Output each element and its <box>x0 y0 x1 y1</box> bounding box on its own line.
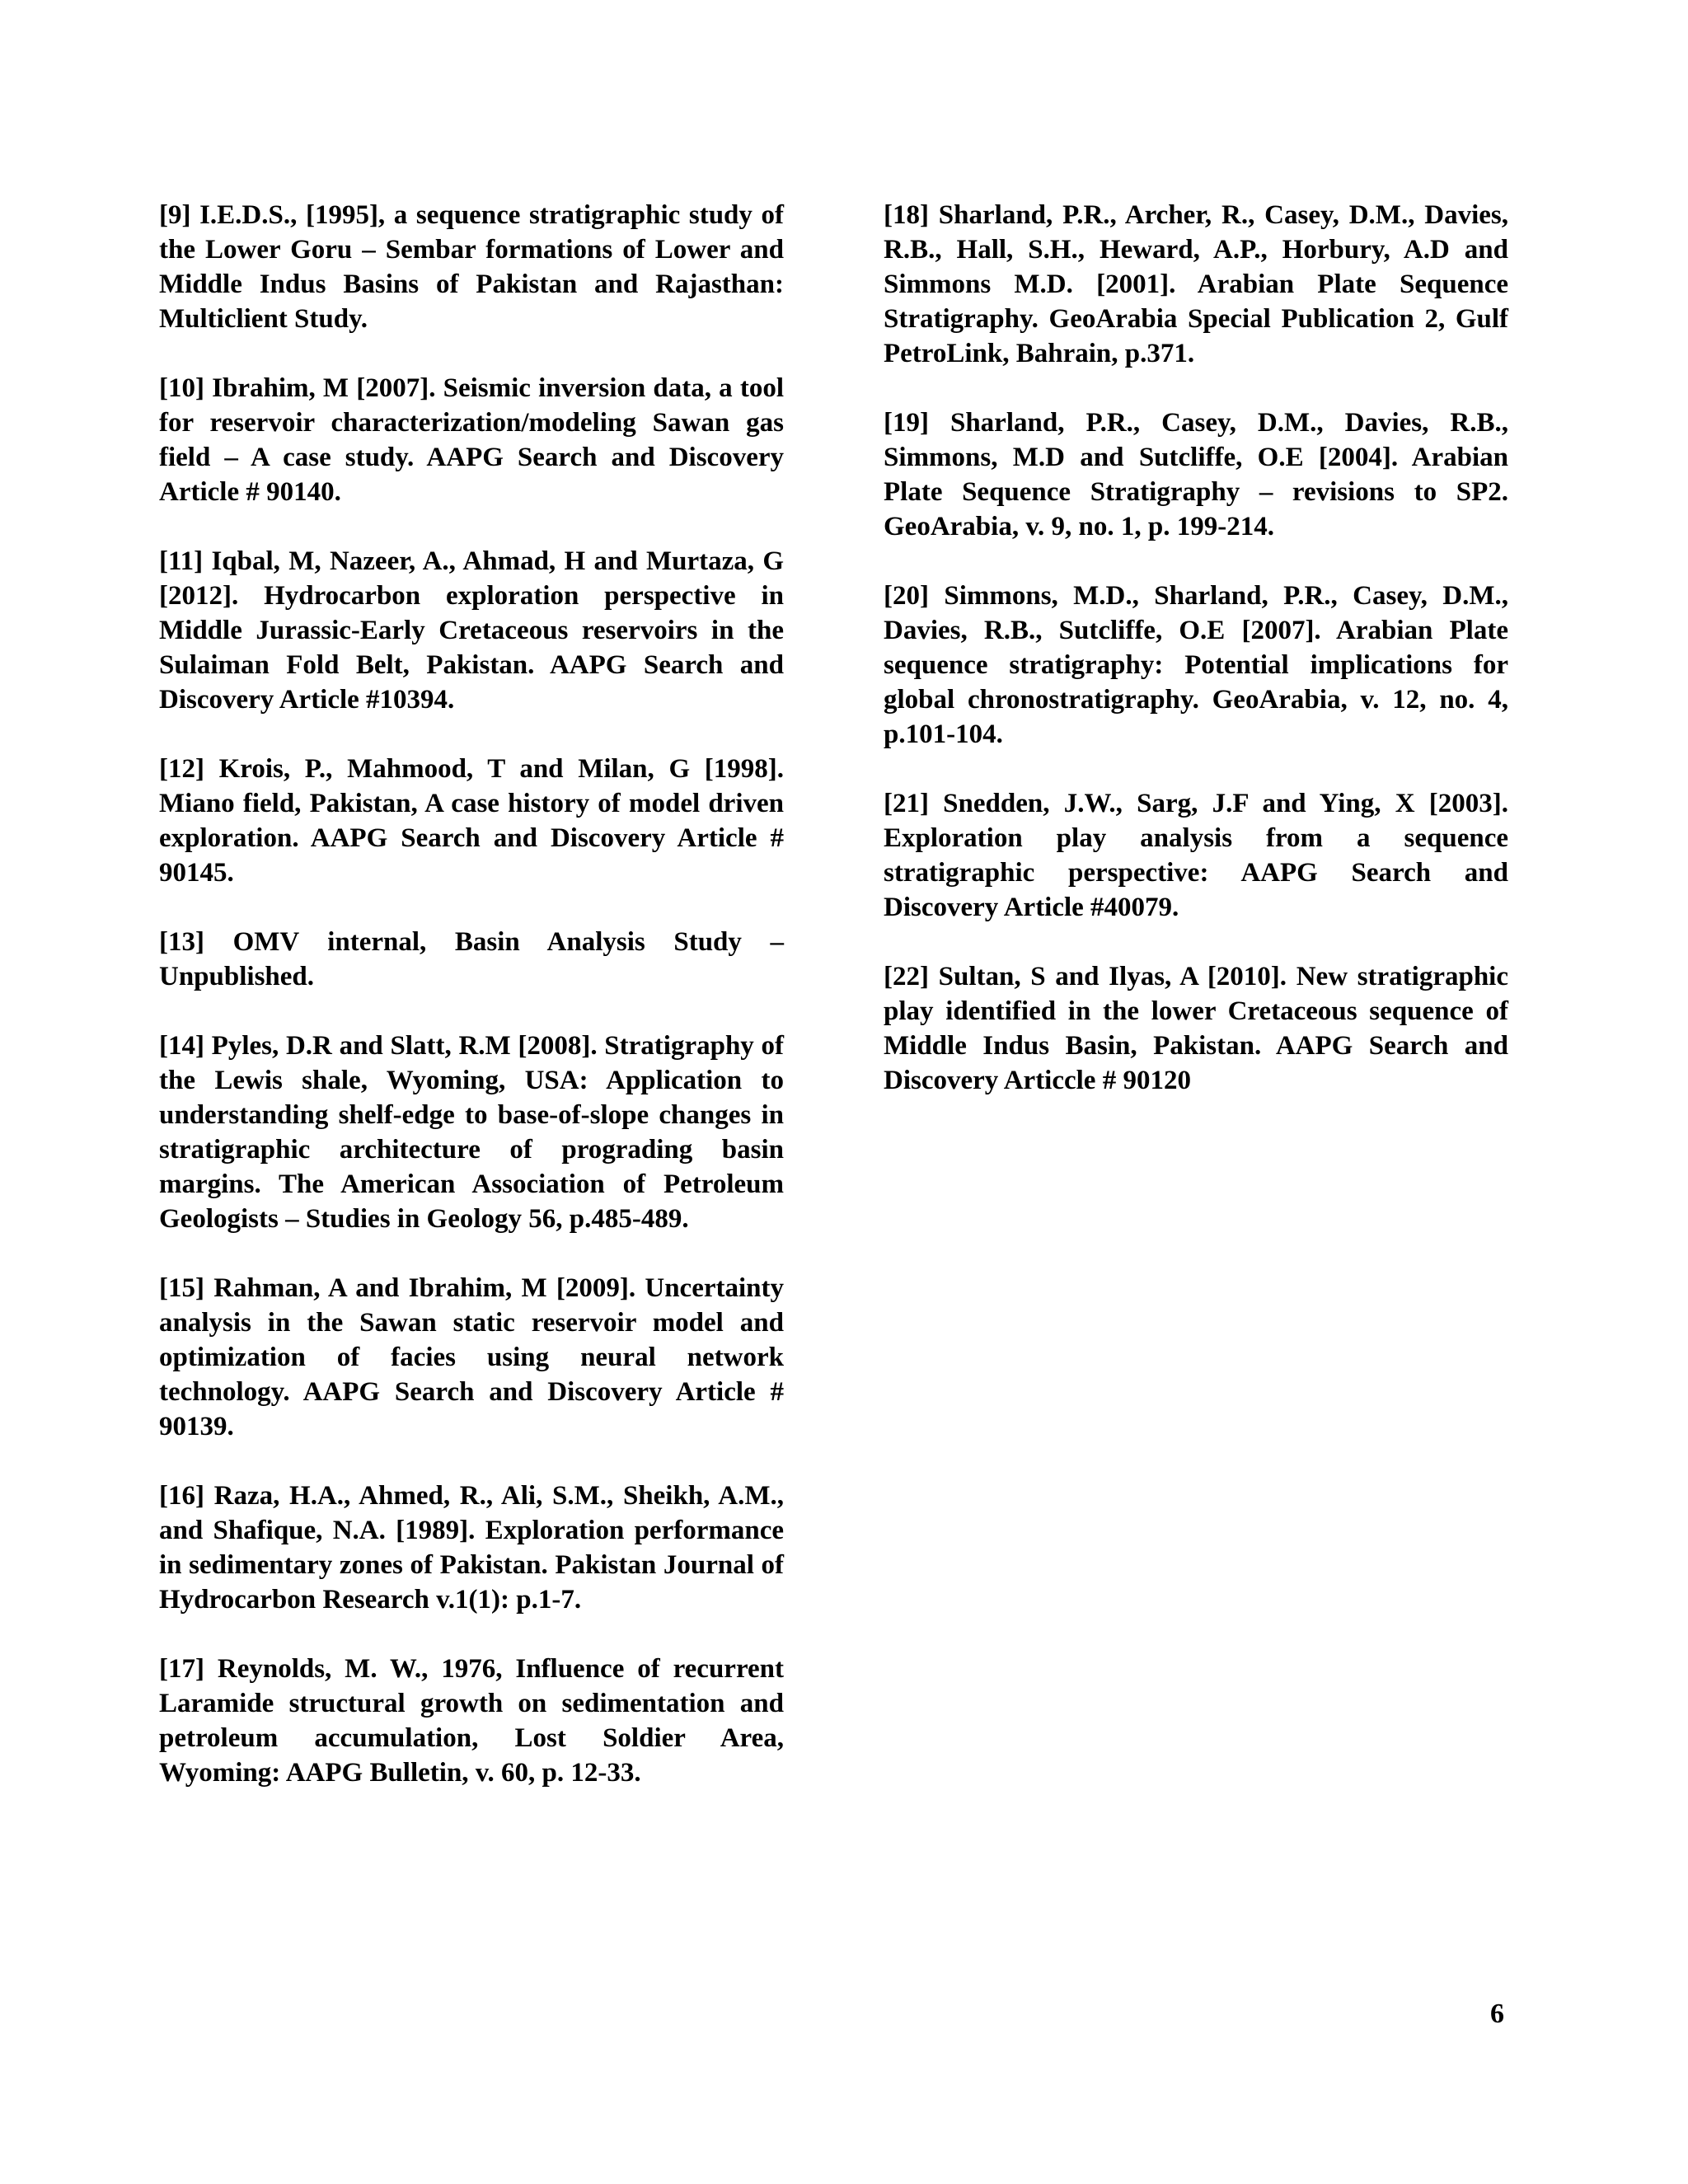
reference-17: [17] Reynolds, M. W., 1976, Influence of recurrent Laramide structural growth on sedimentation and petroleum accumulation, Lost Soldier Area, Wyoming: AAPG Bulletin, v. 60, p. 12-33. <box>159 1654 784 1788</box>
reference-19: [19] Sharland, P.R., Casey, D.M., Davies, R.B., Simmons, M.D and Sutcliffe, O.E [2004]. Arabian Plate Sequence Stratigraphy – revisions to SP2. GeoArabia, v. 9, no. 1, p. 199-214. <box>884 408 1508 541</box>
reference-20: [20] Simmons, M.D., Sharland, P.R., Casey, D.M., Davies, R.B., Sutcliffe, O.E [2007]. Arabian Plate sequence stratigraphy: Potential implications for global chronostratigraphy. GeoArabia, v. 12, no. 4, p.101-104. <box>884 581 1508 749</box>
reference-21: [21] Snedden, J.W., Sarg, J.F and Ying, X [2003]. Exploration play analysis from a sequence stratigraphic perspective: AAPG Search and Discovery Article #40079. <box>884 789 1508 922</box>
reference-column-left <box>159 198 784 1825</box>
reference-16: [16] Raza, H.A., Ahmed, R., Ali, S.M., Sheikh, A.M., and Shafique, N.A. [1989]. Exploration performance in sedimentary zones of Pakistan. Pakistan Journal of Hydrocarbon Research v.1(1): p.1-7. <box>159 1481 784 1615</box>
reference-15: [15] Rahman, A and Ibrahim, M [2009]. Uncertainty analysis in the Sawan static reservoir model and optimization of facies using neural network technology. AAPG Search and Discovery Article # 90139. <box>159 1273 784 1441</box>
reference-column-right <box>884 198 1508 1132</box>
reference-18: [18] Sharland, P.R., Archer, R., Casey, D.M., Davies, R.B., Hall, S.H., Heward, A.P., Horbury, A.D and Simmons M.D. [2001]. Arabian Plate Sequence Stratigraphy. GeoArabia Special Publication 2, Gulf PetroLink, Bahrain, p.371. <box>884 200 1508 368</box>
page-number: 6 <box>1490 1999 1504 2029</box>
reference-12: [12] Krois, P., Mahmood, T and Milan, G [1998]. Miano field, Pakistan, A case history of model driven exploration. AAPG Search and Discovery Article # 90145. <box>159 754 784 888</box>
reference-22: [22] Sultan, S and Ilyas, A [2010]. New stratigraphic play identified in the lower Cretaceous sequence of Middle Indus Basin, Pakistan. AAPG Search and Discovery Articcle # 90120 <box>884 962 1508 1095</box>
reference-14: [14] Pyles, D.R and Slatt, R.M [2008]. Stratigraphy of the Lewis shale, Wyoming, USA: Application to understanding shelf-edge to base-of-slope changes in stratigraphic architecture of prograding basin margins. The American Association of Petroleum Geologists – Studies in Geology 56, p.485-489. <box>159 1031 784 1234</box>
reference-11: [11] Iqbal, M, Nazeer, A., Ahmad, H and Murtaza, G [2012]. Hydrocarbon exploration perspective in Middle Jurassic-Early Cretaceous reservoirs in the Sulaiman Fold Belt, Pakistan. AAPG Search and Discovery Article #10394. <box>159 546 784 715</box>
reference-13: [13] OMV internal, Basin Analysis Study – Unpublished. <box>159 927 784 991</box>
reference-10: [10] Ibrahim, M [2007]. Seismic inversion data, a tool for reservoir characterization/modeling Sawan gas field – A case study. AAPG Search and Discovery Article # 90140. <box>159 373 784 507</box>
reference-9: [9] I.E.D.S., [1995], a sequence stratigraphic study of the Lower Goru – Sembar formations of Lower and Middle Indus Basins of Pakistan and Rajasthan: Multiclient Study. <box>159 200 784 334</box>
